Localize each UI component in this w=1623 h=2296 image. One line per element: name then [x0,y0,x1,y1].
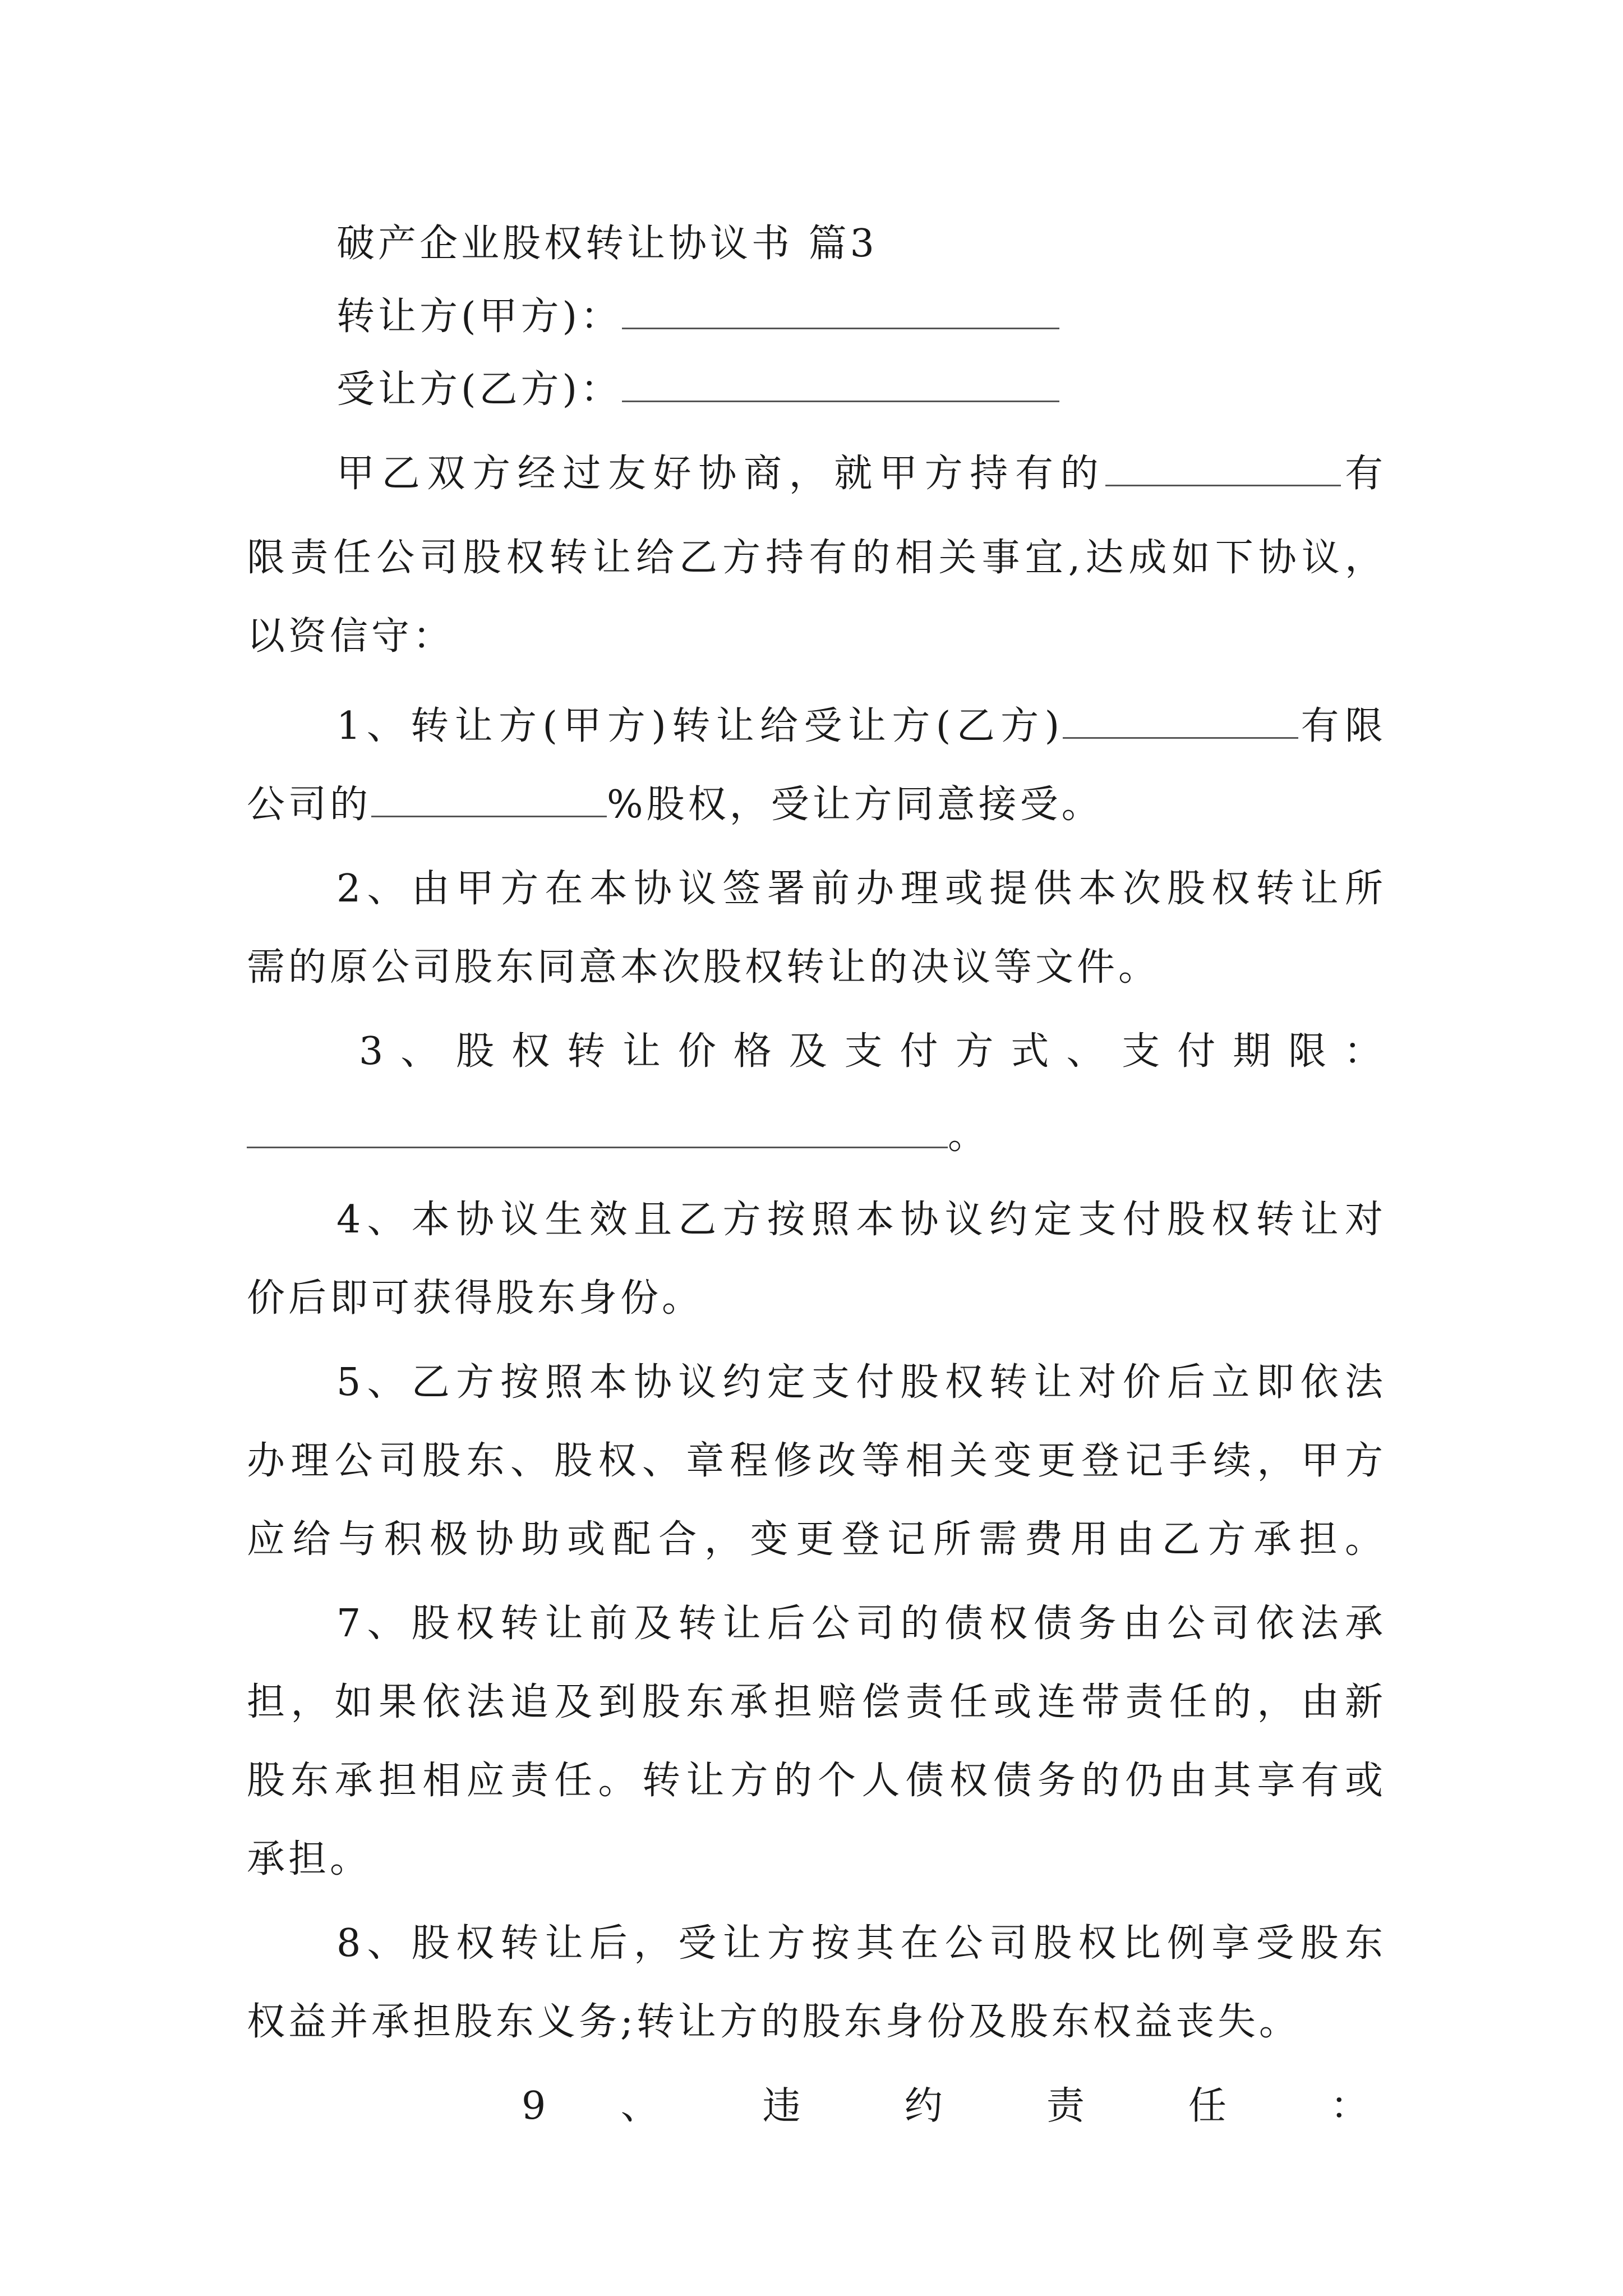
clause-3-line-2: 。 [247,1094,1386,1178]
clause-7-line-1: 7、股权转让前及转让后公司的债权债务由公司依法承 [336,1602,1386,1646]
clause-4-line-1: 4、本协议生效且乙方按照本协议约定支付股权转让对 [336,1198,1386,1242]
clause-9-line-1: 9 、 违 约 责 任 ： [522,2084,1385,2128]
intro-line-1: 甲乙双方经过友好协商，就甲方持有的 有 [336,432,1386,516]
transferor-line [336,275,1386,359]
clause-7-line-2: 担，如果依法追及到股东承担赔偿责任或连带责任的，由新 [247,1680,1386,1724]
document-title: 破产企业股权转让协议书 篇3 [336,222,878,266]
clause-8-line-2: 权益并承担股东义务;转让方的股东身份及股东权益丧失。 [247,2000,1301,2044]
clause-3-line-1: 3、股权转让价格及支付方式、支付期限： [359,1029,1385,1074]
clause-5-line-1: 5、乙方按照本协议约定支付股权转让对价后立即依法 [336,1360,1386,1405]
intro-line-2: 限责任公司股权转让给乙方持有的相关事宜,达成如下协议， [247,536,1386,580]
clause-4-line-2: 价后即可获得股东身份。 [247,1276,704,1320]
clause-2-line-2: 需的原公司股东同意本次股权转让的决议等文件。 [247,945,1160,990]
price-payment-blank [247,1108,948,1148]
clause-7-line-4: 承担。 [247,1837,372,1881]
intro-line-3: 以资信守： [247,614,455,659]
clause-5-line-2: 办理公司股东、股权、章程修改等相关变更登记手续，甲方 [247,1439,1386,1483]
transferee-line [336,348,1386,432]
transferee-blank [622,362,1059,402]
share-percent-blank [371,777,607,817]
transferor-blank [622,289,1059,329]
company-name-blank [1105,447,1341,486]
transferor-label: 转让方(甲方)： [336,295,623,339]
clause-8-line-1: 8、股权转让后，受让方按其在公司股权比例享受股东 [336,1921,1386,1966]
clause-1-line-1: 1、转让方(甲方)转让给受让方(乙方) 有限 [336,684,1386,769]
clause-2-line-1: 2、由甲方在本协议签署前办理或提供本次股权转让所 [336,867,1386,911]
clause-5-line-3: 应给与积极协助或配合，变更登记所需费用由乙方承担。 [247,1517,1386,1562]
clause-7-line-3: 股东承担相应责任。转让方的个人债权债务的仍由其享有或 [247,1759,1386,1803]
transfer-company-blank [1063,699,1298,739]
transferee-label: 受让方(乙方)： [336,367,623,412]
clause-1-line-2: 公司的 %股权，受让方同意接受。 [247,763,1386,847]
